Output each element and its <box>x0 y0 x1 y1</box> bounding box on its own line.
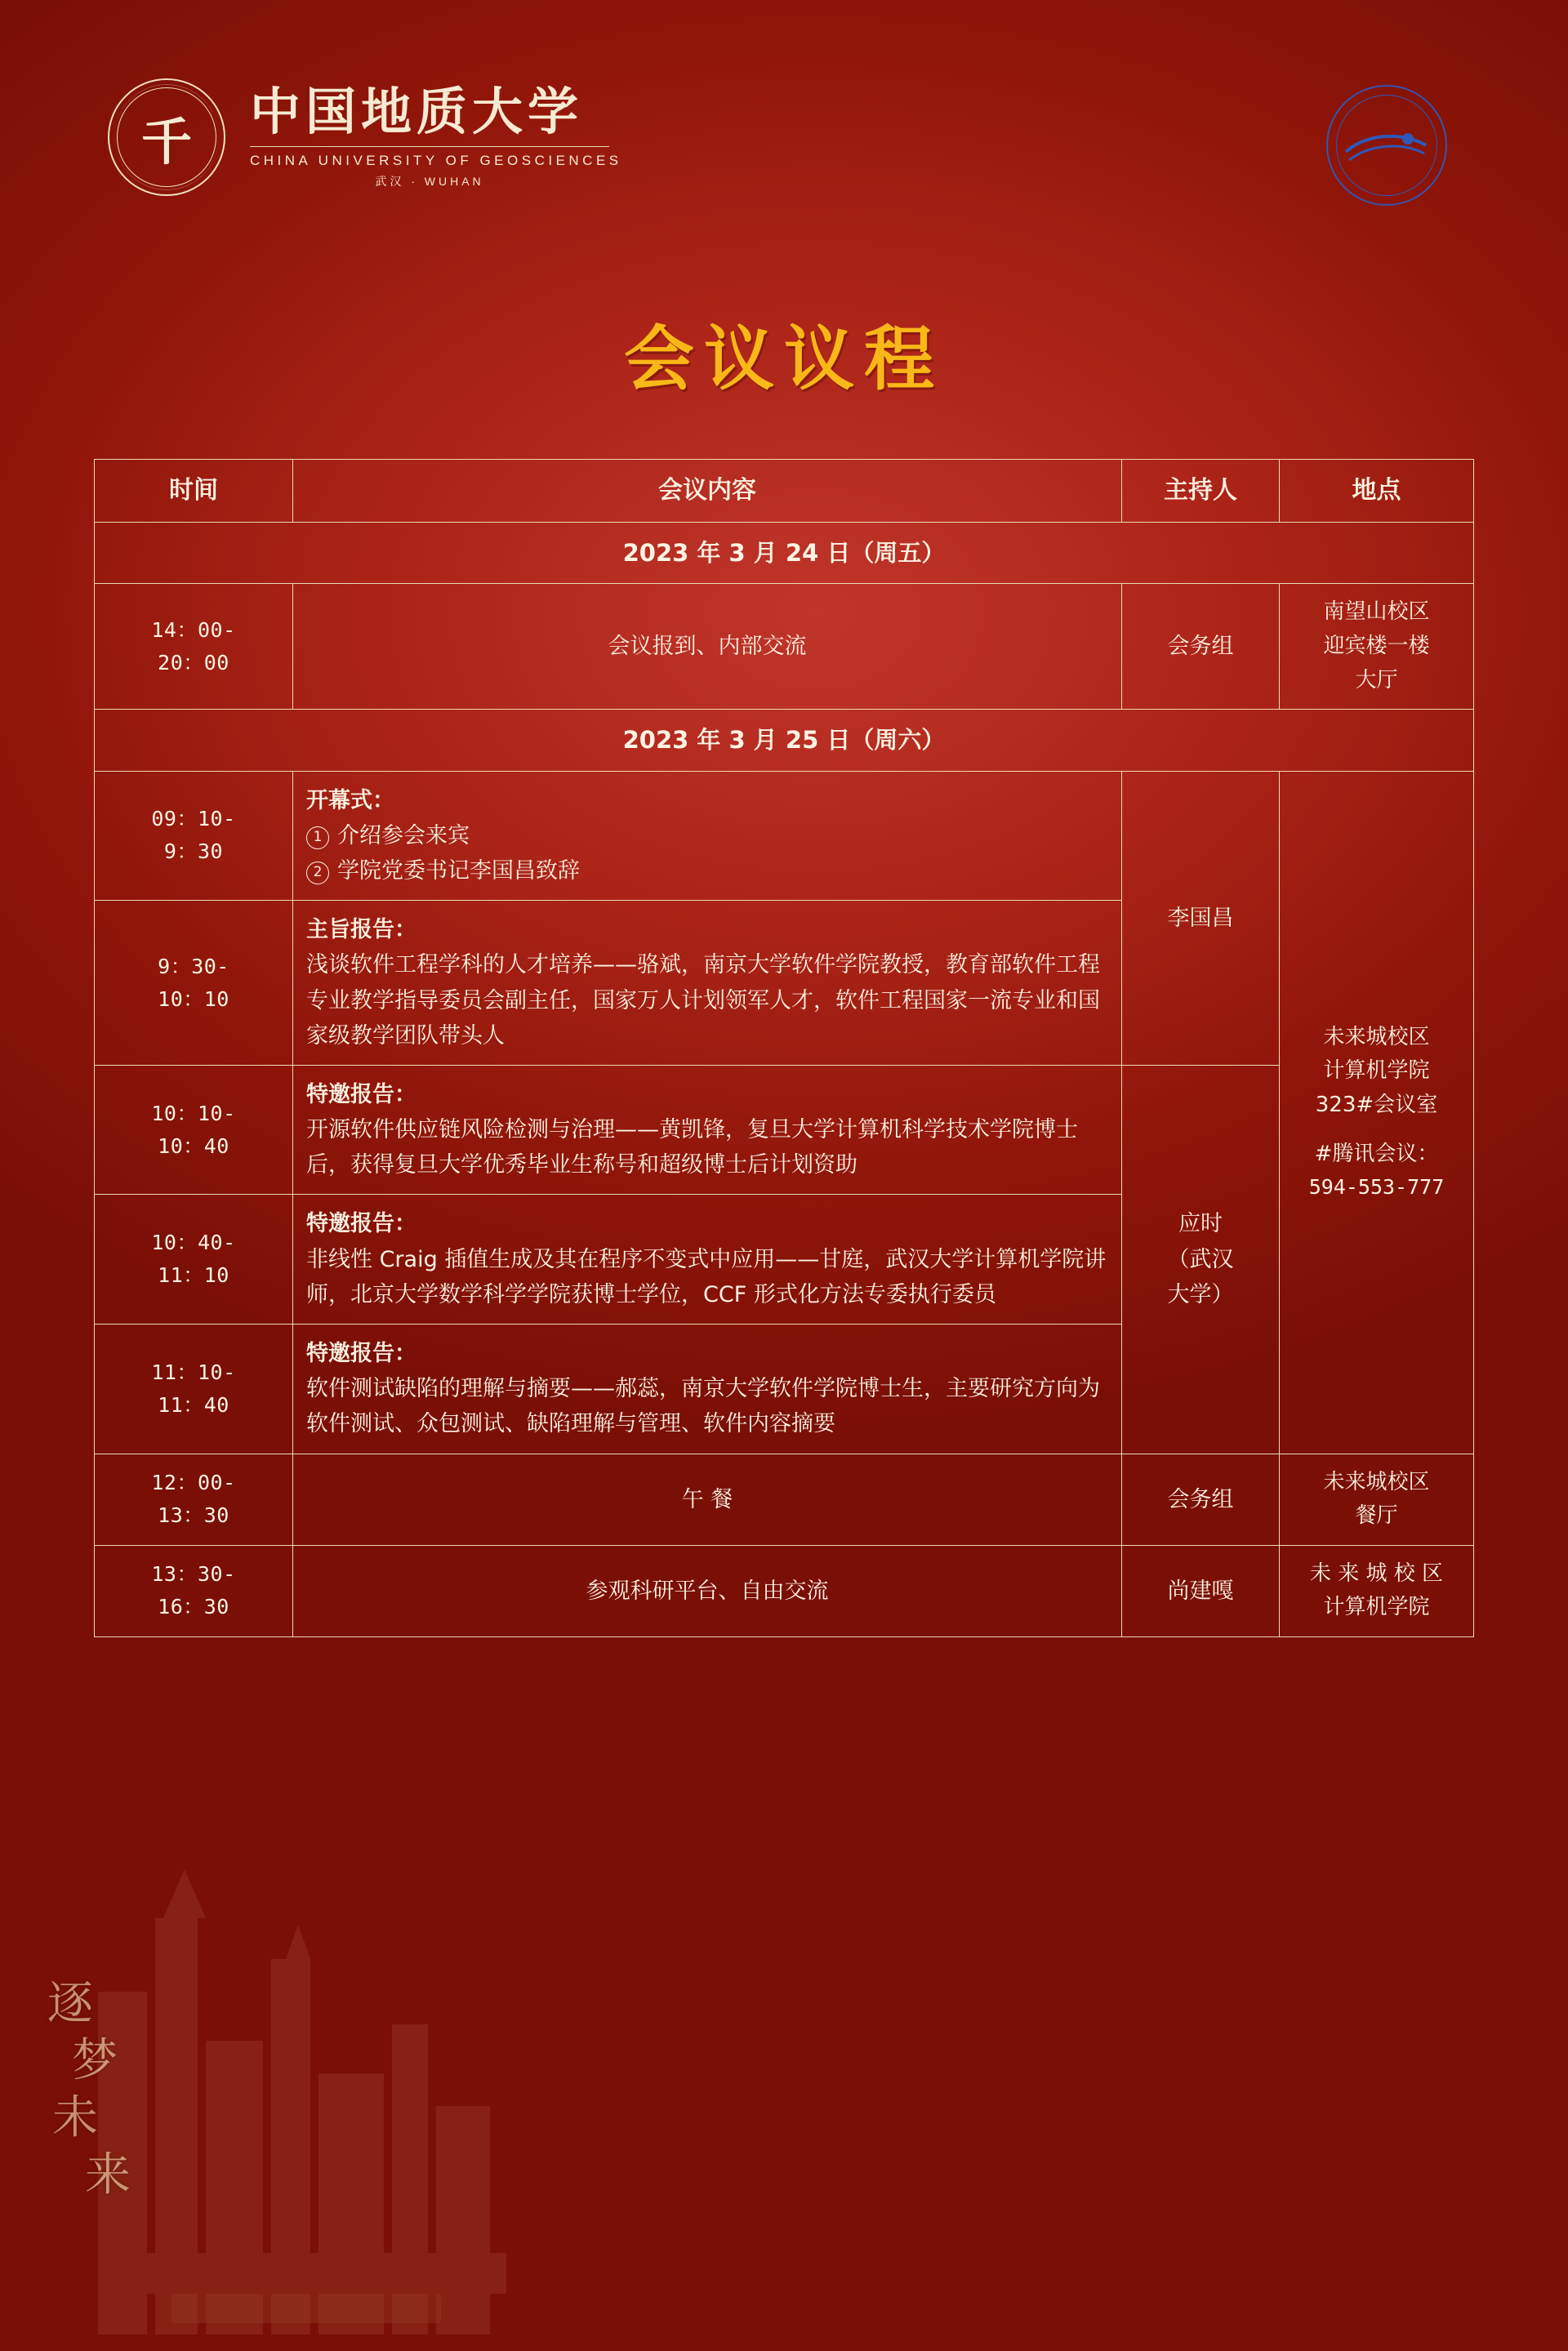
row-place: 南望山校区 迎宾楼一楼 大厅 <box>1280 584 1474 710</box>
row-place: 未来城校区 计算机学院 323#会议室 #腾讯会议： 594-553-777 <box>1280 771 1474 1454</box>
content-body: 开源软件供应链风险检测与治理——黄凯锋，复旦大学计算机科学技术学院博士后，获得复旦大学优秀毕业生称号和超级博士后计划资助 <box>306 1117 1078 1178</box>
university-campus-city: 武汉 · WUHAN <box>375 175 484 189</box>
row-host: 会务组 <box>1122 584 1280 710</box>
row-content <box>293 901 1122 1066</box>
table-row <box>95 584 1474 710</box>
row-host: 会务组 <box>1122 1454 1280 1545</box>
content-lead: 开幕式： <box>306 787 394 813</box>
day-divider-row <box>95 523 1474 584</box>
row-content <box>293 1325 1122 1454</box>
content-lead: 特邀报告： <box>306 1211 416 1237</box>
row-time: 11：10- 11：40 <box>95 1325 293 1454</box>
skyline-decoration <box>0 1534 637 2351</box>
table-header-row <box>95 460 1474 523</box>
column-header-place: 地点 <box>1280 460 1474 523</box>
university-name-block <box>250 81 622 189</box>
content-body: 浅谈软件工程学科的人才培养——骆斌，南京大学软件学院教授，教育部软件工程专业教学指导委员会副主任，国家万人计划领军人才，软件工程国家一流专业和国家级教学团队带头人 <box>306 952 1100 1049</box>
content-body: 软件测试缺陷的理解与摘要——郝蕊，南京大学软件学院博士生，主要研究方向为软件测试、众包测试、缺陷理解与管理、软件内容摘要 <box>306 1376 1100 1437</box>
row-time: 10：10- 10：40 <box>95 1065 293 1195</box>
day-divider-row <box>95 710 1474 771</box>
row-content: 参观科研平台、自由交流 <box>293 1545 1122 1636</box>
number-2-icon: 2 <box>306 862 329 884</box>
column-header-content: 会议内容 <box>293 460 1122 523</box>
column-header-host: 主持人 <box>1122 460 1280 523</box>
row-content: 午 餐 <box>293 1454 1122 1545</box>
row-content <box>293 1065 1122 1195</box>
column-header-time: 时间 <box>95 460 293 523</box>
table-row <box>95 1454 1474 1545</box>
university-name-en: CHINA UNIVERSITY OF GEOSCIENCES <box>250 153 622 169</box>
row-content <box>293 771 1122 901</box>
row-place: 未来城校区 餐厅 <box>1280 1454 1474 1545</box>
page-title: 会议议程 <box>624 318 944 400</box>
row-time: 13：30- 16：30 <box>95 1545 293 1636</box>
content-item-2: 2 学院党委书记李国昌致辞 <box>306 853 1108 888</box>
row-content <box>293 1195 1122 1325</box>
university-logo-lockup <box>108 78 622 196</box>
divider <box>250 146 609 147</box>
table-row <box>95 1545 1474 1636</box>
row-host: 应时 （武汉 大学） <box>1122 1065 1280 1454</box>
row-time: 10：40- 11：10 <box>95 1195 293 1325</box>
row-host: 李国昌 <box>1122 771 1280 1065</box>
day1-label: 2023 年 3 月 24 日（周五） <box>95 523 1474 584</box>
row-content: 会议报到、内部交流 <box>293 584 1122 710</box>
row-time: 9：30- 10：10 <box>95 901 293 1066</box>
row-place: 未 来 城 校 区 计算机学院 <box>1280 1545 1474 1636</box>
content-body: 非线性 Craig 插值生成及其在程序不变式中应用——甘庭，武汉大学计算机学院讲师，北京大学数学科学学院获博士学位，CCF 形式化方法专委执行委员 <box>306 1246 1107 1307</box>
content-lead: 特邀报告： <box>306 1341 416 1366</box>
school-emblem-icon <box>1326 85 1447 206</box>
row-time: 09：10- 9：30 <box>95 771 293 901</box>
agenda-table <box>94 459 1474 1637</box>
day2-label: 2023 年 3 月 25 日（周六） <box>95 710 1474 771</box>
university-name-cn: 中国地质大学 <box>250 81 584 141</box>
seal-character: 千 <box>140 111 192 171</box>
content-lead: 主旨报告： <box>306 917 416 943</box>
number-1-icon: 1 <box>306 826 329 849</box>
university-seal-icon <box>108 78 225 196</box>
row-host: 尚建嘎 <box>1122 1545 1280 1636</box>
content-item-1: 1 介绍参会来宾 <box>306 818 1108 853</box>
row-time: 14：00- 20：00 <box>95 584 293 710</box>
poster-header <box>0 0 1568 252</box>
table-row <box>95 771 1474 901</box>
row-time: 12：00- 13：30 <box>95 1454 293 1545</box>
content-lead: 特邀报告： <box>306 1081 416 1107</box>
table-row <box>95 1065 1474 1195</box>
calligraphy-decoration: 逐 梦 未 来 <box>47 1977 132 2202</box>
